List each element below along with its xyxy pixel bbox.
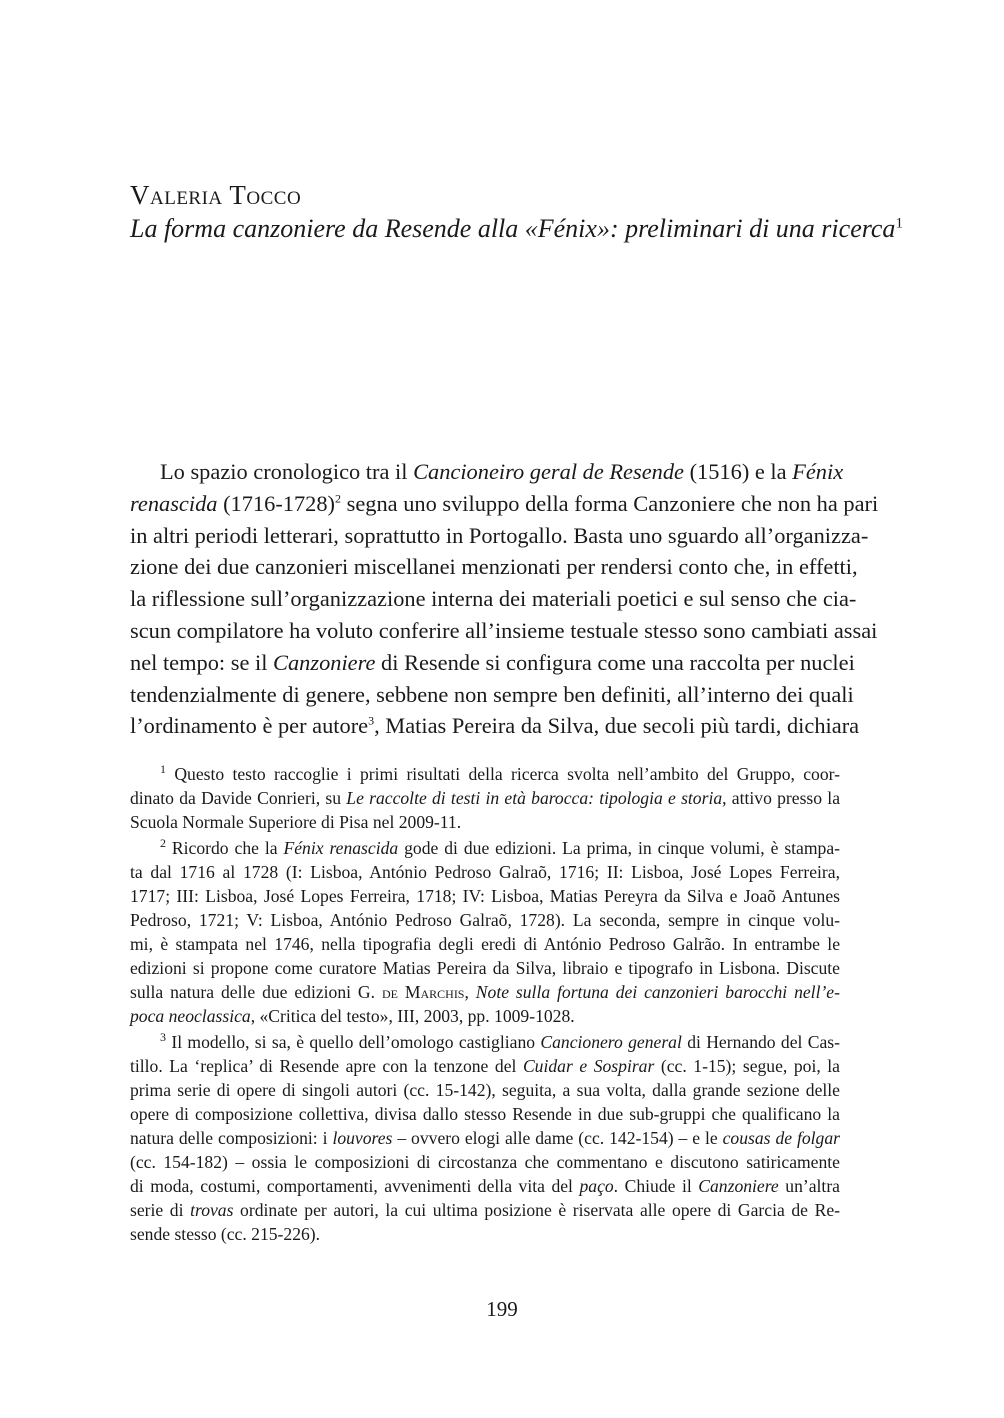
footnote-line: $^1$ Questo testo raccoglie i primi risultati della ricerca svolta nell’ambito del Gruppo, coor- <box>160 762 840 784</box>
footnote-line: serie di trovas ordinate per autori, la cui ultima posizione è riservata alle opere di Garcia de Re- <box>130 1200 840 1220</box>
title-footnote-marker: 1 <box>895 215 903 232</box>
footnote-line: $^3$ Il modello, si sa, è quello dell’omologo castigliano Cancionero general di Hernando del Cas- <box>160 1030 840 1052</box>
footnotes <box>130 762 840 1248</box>
body-line: renascida (1716-1728)$^2$ segna uno sviluppo della forma Canzoniere che non ha pari <box>130 490 879 516</box>
italic-span: Cuidar e Sospirar <box>522 1056 655 1076</box>
body-line: scun compilatore ha voluto conferire all’insieme testuale stesso sono cambiati assai <box>130 617 878 643</box>
footnote-line: prima serie di opere di singoli autori (cc. 15-142), seguita, a sua volta, dalla grande sezione delle <box>130 1080 840 1100</box>
italic-span: renascida <box>130 490 218 516</box>
body-line: zione dei due canzonieri miscellanei menzionati per rendersi conto che, in effetti, <box>130 554 858 580</box>
author-name: Valeria Tocco <box>130 180 302 210</box>
italic-span: poca neoclassica <box>130 1006 251 1026</box>
footnote-line: poca neoclassica, «Critica del testo», III, 2003, pp. 1009-1028. <box>130 1006 575 1026</box>
page-number: 199 <box>486 1297 518 1321</box>
footnote-line: tillo. La ‘replica’ di Resende apre con la tenzone del Cuidar e Sospirar (cc. 1-15); segue, poi, la <box>130 1056 840 1076</box>
footnote-ref: 2 <box>160 836 166 851</box>
body-line: in altri periodi letterari, soprattutto in Portogallo. Basta uno sguardo all’organizza- <box>130 522 869 548</box>
italic-span: Note sulla fortuna dei canzonieri barocchi nell’e- <box>475 982 840 1002</box>
footnote-line: sende stesso (cc. 215-226). <box>130 1224 321 1244</box>
footnote-ref: 2 <box>335 491 342 506</box>
footnote-line: (cc. 154-182) – ossia le composizioni di circostanza che commentano e discutono satiricamente <box>130 1152 840 1172</box>
body-line: la riflessione sull’organizzazione interna dei materiali poetici e sul senso che cia- <box>130 586 857 612</box>
footnote-line: $^2$ Ricordo che la Fénix renascida gode di due edizioni. La prima, in cinque volumi, è stampa- <box>160 836 841 858</box>
footnote-line: Scuola Normale Superiore di Pisa nel 2009-11. <box>130 812 462 832</box>
italic-span: trovas <box>190 1200 234 1220</box>
footnote-ref: 3 <box>160 1030 166 1045</box>
italic-span: paço <box>579 1176 614 1196</box>
footnote-line: mi, è stampata nel 1746, nella tipografia degli eredi di António Pedroso Galrão. In entrambe le <box>130 934 840 954</box>
footnote-line: opere di composizione collettiva, divisa dallo stesso Resende in due sub-gruppi che qualificano la <box>130 1104 840 1124</box>
footnote <box>130 836 840 1028</box>
footnote-ref: 3 <box>368 713 375 728</box>
italic-span: Cancionero general <box>540 1032 682 1052</box>
footnote-line: dinato da Davide Conrieri, su Le raccolte di testi in età barocca: tipologia e storia, attivo presso la <box>130 788 840 808</box>
body-text <box>130 456 879 742</box>
italic-span: Canzoniere <box>273 649 376 675</box>
italic-span: Fénix <box>792 459 844 484</box>
body-line: Lo spazio cronologico tra il Cancioneiro geral de Resende (1516) e la Fénix <box>160 459 844 484</box>
article-title-text: La forma canzoniere da Resende alla «Fénix»: preliminari di una ricerca <box>130 214 896 243</box>
footnote-line: edizioni si propone come curatore Matias Pereira da Silva, libraio e tipografo in Lisbona. Discute <box>130 958 840 978</box>
footnote-line: sulla natura delle due edizioni G. de Marchis, Note sulla fortuna dei canzonieri barocchi nell’e- <box>130 982 840 1002</box>
footnote-line: ta dal 1716 al 1728 (I: Lisboa, António Pedroso Galraõ, 1716; II: Lisboa, José Lopes Ferreira, <box>130 862 840 882</box>
footnote-line: di moda, costumi, comportamenti, avvenimenti della vita del paço. Chiude il Canzoniere un’altra <box>130 1176 840 1196</box>
italic-span: cousas de folgar <box>722 1128 840 1148</box>
footnote-line: natura delle composizioni: i louvores – ovvero elogi alle dame (cc. 142-154) – e le cousas de folgar <box>130 1128 840 1148</box>
footnote-line: Pedroso, 1721; V: Lisboa, António Pedroso Galraõ, 1728). La seconda, sempre in cinque volu- <box>130 910 840 930</box>
italic-span: Cancioneiro geral de Resende <box>413 459 684 484</box>
body-line: nel tempo: se il Canzoniere di Resende si configura come una raccolta per nuclei <box>130 649 855 675</box>
italic-span: louvores <box>332 1128 393 1148</box>
footnote-line: 1717; III: Lisboa, José Lopes Ferreira, 1718; IV: Lisboa, Matias Pereyra da Silva e Joaõ Antunes <box>130 886 840 906</box>
footnote-ref: 1 <box>160 762 166 777</box>
body-line: l’ordinamento è per autore$^3$, Matias Pereira da Silva, due secoli più tardi, dichiara <box>130 713 860 739</box>
footnote <box>130 762 840 834</box>
body-line: tendenzialmente di genere, sebbene non sempre ben definiti, all’interno dei quali <box>130 681 854 707</box>
footnote <box>130 1030 840 1246</box>
small-caps-span: de Marchis <box>381 982 465 1002</box>
italic-span: Canzoniere <box>698 1176 779 1196</box>
italic-span: Le raccolte di testi in età barocca: tipologia e storia <box>346 788 723 808</box>
article-title <box>130 214 910 244</box>
italic-span: Fénix renascida <box>283 838 399 858</box>
